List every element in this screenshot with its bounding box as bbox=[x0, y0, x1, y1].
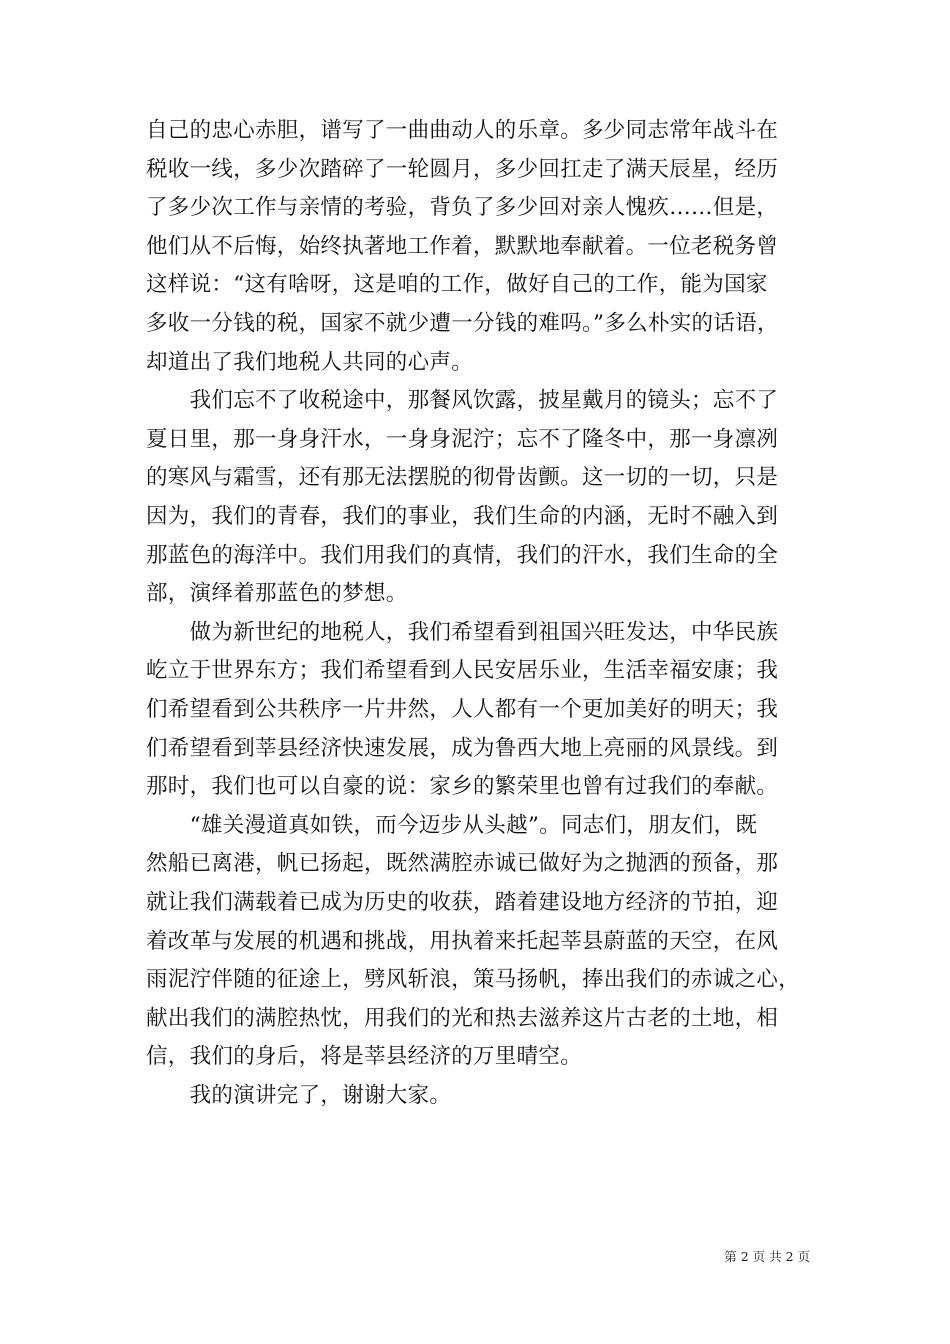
page-number-footer: 第 2 页 共 2 页 bbox=[724, 1249, 810, 1264]
text-line: 那蓝色的海洋中。我们用我们的真情，我们的汗水，我们生命的全 bbox=[146, 542, 779, 568]
text-line: 这样说：“这有啥呀，这是咱的工作，做好自己的工作，能为国家 bbox=[146, 272, 768, 298]
text-line: 着改革与发展的机遇和挑战，用执着来托起莘县蔚蓝的天空，在风 bbox=[146, 928, 779, 954]
text-line: 那时，我们也可以自豪的说：家乡的繁荣里也曾有过我们的奉献。 bbox=[146, 774, 779, 800]
text-line: 雨泥泞伴随的征途上，劈风斩浪，策马扬帆，捧出我们的赤诚之心， bbox=[146, 967, 801, 993]
text-line: 因为，我们的青春，我们的事业，我们生命的内涵，无时不融入到 bbox=[146, 504, 779, 529]
text-line: 信，我们的身后，将是莘县经济的万里晴空。 bbox=[146, 1044, 583, 1070]
text-line: 却道出了我们地税人共同的心声。 bbox=[146, 349, 474, 375]
text-line: 就让我们满载着已成为历史的收获，踏着建设地方经济的节拍，迎 bbox=[146, 890, 779, 915]
text-line: 我们忘不了收税途中，那餐风饮露，披星戴月的镜头；忘不了 bbox=[146, 388, 779, 414]
text-line: “雄关漫道真如铁，而今迈步从头越”。同志们，朋友们，既 bbox=[146, 812, 758, 838]
text-line: 了多少次工作与亲情的考验，背负了多少回对亲人愧疚……但是， bbox=[146, 195, 779, 221]
text-line: 献出我们的满腔热忱，用我们的光和热去滋养这片古老的土地，相 bbox=[146, 1005, 779, 1031]
text-line: 自己的忠心赤胆，谱写了一曲曲动人的乐章。多少同志常年战斗在 bbox=[146, 118, 779, 143]
text-line: 我的演讲完了，谢谢大家。 bbox=[146, 1083, 452, 1108]
text-line: 然船已离港，帆已扬起，既然满腔赤诚已做好为之抛洒的预备，那 bbox=[146, 851, 779, 877]
text-line: 夏日里，那一身身汗水，一身身泥泞；忘不了隆冬中，那一身凛冽 bbox=[146, 426, 779, 452]
text-line: 做为新世纪的地税人，我们希望看到祖国兴旺发达，中华民族 bbox=[146, 619, 779, 645]
text-line: 屹立于世界东方；我们希望看到人民安居乐业，生活幸福安康；我 bbox=[146, 658, 779, 684]
text-line: 们希望看到公共秩序一片井然，人人都有一个更加美好的明天；我 bbox=[146, 697, 779, 722]
text-line: 们希望看到莘县经济快速发展，成为鲁西大地上亮丽的风景线。到 bbox=[146, 735, 779, 761]
text-line: 的寒风与霜雪，还有那无法摆脱的彻骨齿颤。这一切的一切，只是 bbox=[146, 465, 779, 491]
text-line: 税收一线，多少次踏碎了一轮圆月，多少回扛走了满天辰星，经历 bbox=[146, 156, 779, 182]
text-line: 他们从不后悔，始终执著地工作着，默默地奉献着。一位老税务曾 bbox=[146, 233, 779, 259]
text-line: 部，演绎着那蓝色的梦想。 bbox=[146, 581, 408, 607]
text-line: 多收一分钱的税，国家不就少遭一分钱的难吗。”多么朴实的话语， bbox=[146, 311, 779, 336]
